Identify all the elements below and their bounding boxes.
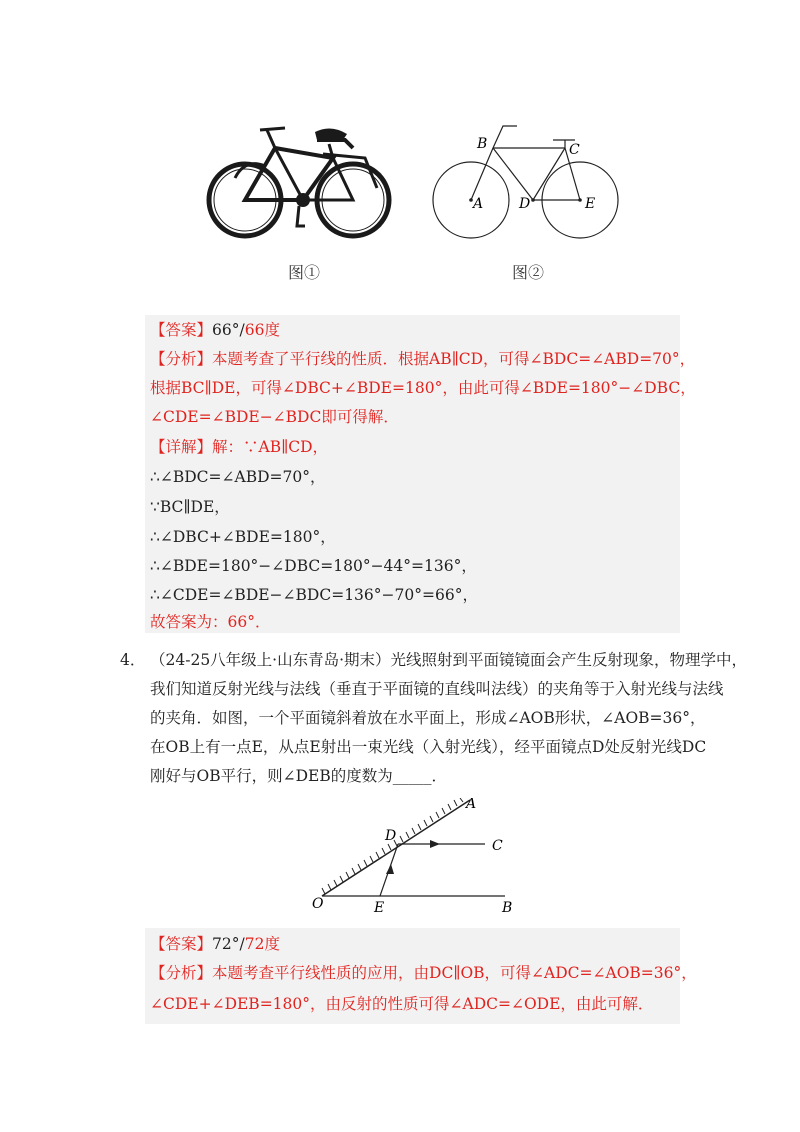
- q3-detail-line-5: ∴∠BDE=180°−∠DBC=180°−44°=136°，: [150, 557, 477, 575]
- figure2-caption: 图②: [512, 263, 545, 282]
- label-point-b: B: [477, 136, 488, 152]
- mirror-diagram: [310, 798, 520, 918]
- q3-detail-line-1: 【详解】解：∵AB∥CD，: [150, 438, 329, 456]
- label-point-e: E: [585, 196, 596, 212]
- mirror-label-e: E: [374, 900, 385, 916]
- q4-number: 4．: [120, 651, 146, 669]
- q4-question-line-4: 在OB上有一点E，从点E射出一束光线（入射光线），经平面镜点D处反射光线DC: [150, 738, 707, 756]
- label-point-a: A: [473, 196, 484, 212]
- q4-answer-blank: _____．: [392, 767, 447, 785]
- q4-question-line-5: 刚好与OB平行，则∠DEB的度数为_____．: [150, 767, 447, 785]
- q3-analysis-line-1: 【分析】本题考查了平行线的性质．根据AB∥CD，可得∠BDC=∠ABD=70°，: [150, 350, 696, 368]
- q4-question-line-3: 的夹角．如图，一个平面镜斜着放在水平面上，形成∠AOB形状，∠AOB=36°，: [150, 709, 706, 727]
- q3-detail-line-4: ∴∠DBC+∠BDE=180°，: [150, 528, 336, 546]
- q3-conclusion: 故答案为：66°．: [150, 613, 271, 631]
- q3-detail-line-2: ∴∠BDC=∠ABD=70°，: [150, 468, 326, 486]
- mirror-label-o: O: [312, 896, 324, 912]
- q3-detail-line-3: ∵BC∥DE，: [150, 498, 230, 516]
- mirror-label-a: A: [466, 798, 477, 812]
- q3-answer: 【答案】66°/66度: [150, 321, 280, 339]
- q4-question-line-2: 我们知道反射光线与法线（垂直于平面镜的直线叫法线）的夹角等于入射光线与法线: [150, 680, 724, 698]
- q4-analysis-line-1: 【分析】本题考查平行线性质的应用，由DC∥OB，可得∠ADC=∠AOB=36°，: [150, 964, 697, 982]
- mirror-label-b: B: [502, 900, 513, 916]
- mirror-label-d: D: [385, 828, 397, 844]
- q4-question-line-1: （24-25八年级上·山东青岛·期末）光线照射到平面镜镜面会产生反射现象，物理学中，: [150, 651, 748, 669]
- q3-analysis-line-3: ∠CDE=∠BDE−∠BDC即可得解．: [150, 408, 399, 426]
- bicycle-diagram: [425, 122, 625, 252]
- q4-answer: 【答案】72°/72度: [150, 935, 280, 953]
- q3-analysis-line-2: 根据BC∥DE，可得∠DBC+∠BDE=180°，由此可得∠BDE=180°−∠DBC，: [150, 379, 696, 397]
- mirror-label-c: C: [492, 838, 503, 854]
- q4-analysis-line-2: ∠CDE+∠DEB=180°，由反射的性质可得∠ADC=∠ODE，由此可解．: [150, 995, 654, 1013]
- bicycle-photo: [205, 118, 395, 243]
- figure1-caption: 图①: [288, 263, 321, 282]
- label-point-c: C: [569, 142, 580, 158]
- label-point-d: D: [519, 196, 531, 212]
- q3-detail-line-6: ∴∠CDE=∠BDE−∠BDC=136°−70°=66°，: [150, 586, 478, 604]
